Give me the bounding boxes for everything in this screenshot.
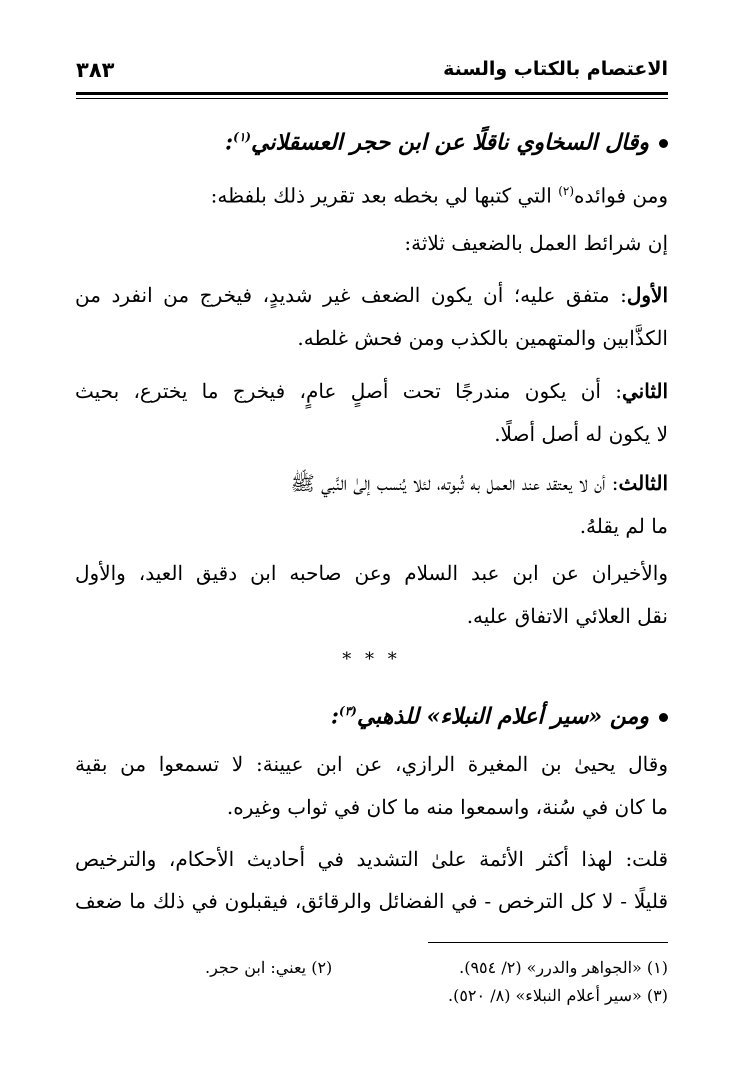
heading-text: ومن «سير أعلام النبلاء» للذهبي [356, 703, 649, 730]
text-line: قلت: لهذا أكثر الأئمة علىٰ التشديد في أحاديث الأحكام، والترخيص [75, 847, 668, 871]
section-separator: * * * [342, 649, 401, 670]
text-run: ومن فوائده [574, 183, 668, 208]
text-run: : متفق عليه؛ أن يكون الضعف غير شديدٍ، فيخرج من انفرد من [75, 283, 627, 307]
text-line: الكذَّابين والمتهمين بالكذب ومن فحش غلطه. [297, 326, 668, 350]
header-title: الاعتصام بالكتاب والسنة [443, 58, 668, 80]
text-line: نقل العلائي الاتفاق عليه. [466, 604, 668, 628]
bullet-icon [659, 139, 668, 148]
heading-colon: : [330, 703, 339, 730]
footnote-2: (٢) يعني: ابن حجر. [205, 958, 333, 977]
condition-label-first: الأول [626, 283, 668, 307]
text-line [75, 470, 668, 496]
text-line [75, 282, 668, 308]
footnote-ref: (٢) [558, 184, 575, 198]
header-rule-thin [76, 98, 668, 99]
footnote-3: (٣) «سير أعلام النبلاء» (٨/ ٥٢٠). [448, 986, 668, 1005]
text-run: : أن لا يعتقد عند العمل به ثُبوته، لئلا يُنسب إلىٰ النَّبي ﷺ [290, 471, 619, 495]
footnote-rule [428, 942, 668, 943]
text-line: والأخيران عن ابن عبد السلام وعن صاحبه ابن دقيق العيد، والأول [75, 561, 668, 585]
condition-label-third: الثالث [618, 471, 668, 495]
text-line: ما كان في سُنة، واسمعوا منه ما كان في ثواب وغيره. [226, 795, 668, 819]
text-line [75, 378, 668, 404]
running-header [76, 58, 668, 88]
header-rule-thick [76, 92, 668, 95]
footnote-ref: (٣) [339, 704, 357, 718]
text-line: لا يكون له أصل أصلًا. [494, 422, 668, 446]
text-run: التي كتبها لي بخطه بعد تقرير ذلك بلفظه: [210, 183, 559, 208]
text-line: ما لم يقلهُ. [579, 514, 668, 538]
text-line: إن شرائط العمل بالضعيف ثلاثة: [404, 231, 668, 255]
bullet-icon [659, 713, 668, 722]
text-line [75, 178, 668, 209]
condition-label-second: الثاني [621, 379, 668, 403]
section-heading-siyar [75, 698, 668, 729]
section-heading-sakhawi [75, 124, 668, 155]
text-run: : أن يكون مندرجًا تحت أصلٍ عامٍ، فيخرج ما يخترع، بحيث [75, 379, 622, 403]
heading-text: وقال السخاوي ناقلًا عن ابن حجر العسقلاني [250, 129, 649, 156]
heading-colon: : [225, 129, 234, 156]
text-line: وقال يحيىٰ بن المغيرة الرازي، عن ابن عيينة: لا تسمعوا من بقية [75, 752, 668, 776]
footnote-1: (١) «الجواهر والدرر» (٢/ ٩٥٤). [459, 958, 668, 977]
footnote-ref: (١) [233, 130, 251, 144]
page-number: ٣٨٣ [76, 58, 115, 82]
text-line: قليلًا - لا كل الترخص - في الفضائل والرقائق، فيقبلون في ذلك ما ضعف [75, 889, 668, 913]
